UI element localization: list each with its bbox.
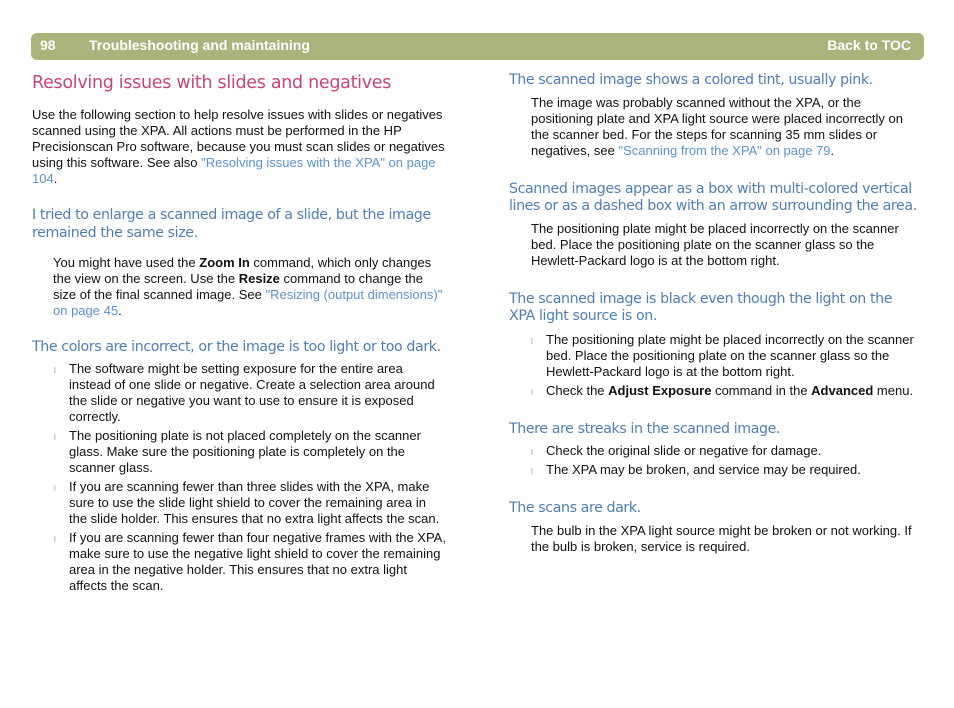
list-item: l Check the Adjust Exposure command in the Advanced menu.	[509, 383, 921, 399]
bullet-icon: l	[54, 483, 56, 493]
enlarge-heading: I tried to enlarge a scanned image of a slide, but the image remained the same size.	[32, 207, 431, 241]
list-item: l The XPA may be broken, and service may be required.	[509, 462, 921, 478]
bullet-icon: l	[531, 387, 533, 397]
colors-heading: The colors are incorrect, or the image is too light or too dark.	[32, 339, 441, 355]
page-title: Resolving issues with slides and negatives	[32, 73, 392, 93]
right-column	[509, 72, 921, 555]
adjust-exposure-command: Adjust Exposure	[608, 382, 712, 398]
list-item: l If you are scanning fewer than three slides with the XPA, make sure to use the slide light shield to cover the remaining area in the slide holder. This ensures that no extra light affects the scan.	[54, 478, 440, 526]
intro-paragraph: Use the following section to help resolve issues with slides or negatives scanned using the XPA. All actions must be performed in the HP Precisionscan Pro software, because you must scan slides or negatives using this software. See also "Resolving issues with the XPA" on page 104.	[32, 107, 445, 186]
bullet-icon: l	[531, 336, 533, 346]
zoom-in-command: Zoom In	[199, 255, 250, 270]
header-bar	[31, 33, 924, 60]
left-column	[32, 72, 446, 594]
bullet-icon: l	[54, 432, 56, 442]
list-item: l The software might be setting exposure for the entire area instead of one slide or negative. Create a selection area around the slide or negative you want to use to ensure it is exposed correctly.	[54, 360, 435, 424]
xpa-issues-link[interactable]: "Resolving issues with the XPA" on page 104	[32, 155, 436, 186]
list-item: l The positioning plate might be placed incorrectly on the scanner bed. Place the positioning plate on the scanner glass so the Hewlett-Packard logo is at the bottom right.	[531, 331, 914, 379]
list-item: l Check the original slide or negative for damage.	[509, 443, 921, 459]
page-number: 98	[40, 37, 56, 53]
black-list	[509, 332, 921, 399]
list-item: l If you are scanning fewer than four negative frames with the XPA, make sure to use the negative light shield to cover the remaining area in the negative holder. This ensures that no extra light affects the scan.	[54, 529, 446, 593]
bullet-icon: l	[54, 365, 56, 375]
enlarge-paragraph: You might have used the Zoom In command, which only changes the view on the screen. Use the Resize command to change the size of the final scanned image. See "Resizing (output dimensions)" on page 45.	[53, 255, 443, 318]
advanced-menu: Advanced	[811, 382, 874, 398]
dark-paragraph: The bulb in the XPA light source might be broken or not working. If the bulb is broken, service is required.	[531, 522, 912, 554]
dark-heading: The scans are dark.	[509, 500, 641, 516]
colors-list	[32, 361, 446, 594]
list-item: l The positioning plate is not placed completely on the scanner glass. Make sure the positioning plate is completely on the scanner glass.	[54, 427, 421, 475]
bullet-icon: l	[531, 448, 533, 457]
streaks-heading: There are streaks in the scanned image.	[509, 420, 781, 437]
tint-paragraph: The image was probably scanned without the XPA, or the positioning plate and XPA light source were placed incorrectly on the scanner bed. For the steps for scanning 35 mm slides or negatives, see "Scanning from the XPA" on page 79.	[531, 94, 903, 158]
scanning-xpa-link[interactable]: "Scanning from the XPA" on page 79	[618, 142, 831, 158]
black-heading: The scanned image is black even though the light on the XPA light source is on.	[509, 290, 893, 324]
box-paragraph: The positioning plate might be placed incorrectly on the scanner bed. Place the positioning plate on the scanner glass so the Hewlett-Packard logo is at the bottom right.	[531, 220, 899, 268]
resizing-link[interactable]: "Resizing (output dimensions)" on page 45	[53, 287, 443, 318]
bullet-icon: l	[54, 534, 56, 544]
tint-heading: The scanned image shows a colored tint, usually pink.	[509, 72, 873, 88]
back-to-toc-link[interactable]: Back to TOC	[827, 37, 911, 53]
bullet-icon: l	[531, 467, 533, 476]
box-heading: Scanned images appear as a box with multi-colored vertical lines or as a dashed box with an arrow surrounding the area.	[509, 180, 917, 214]
resize-command: Resize	[238, 271, 280, 286]
section-title: Troubleshooting and maintaining	[89, 37, 310, 53]
streaks-list	[509, 443, 921, 478]
